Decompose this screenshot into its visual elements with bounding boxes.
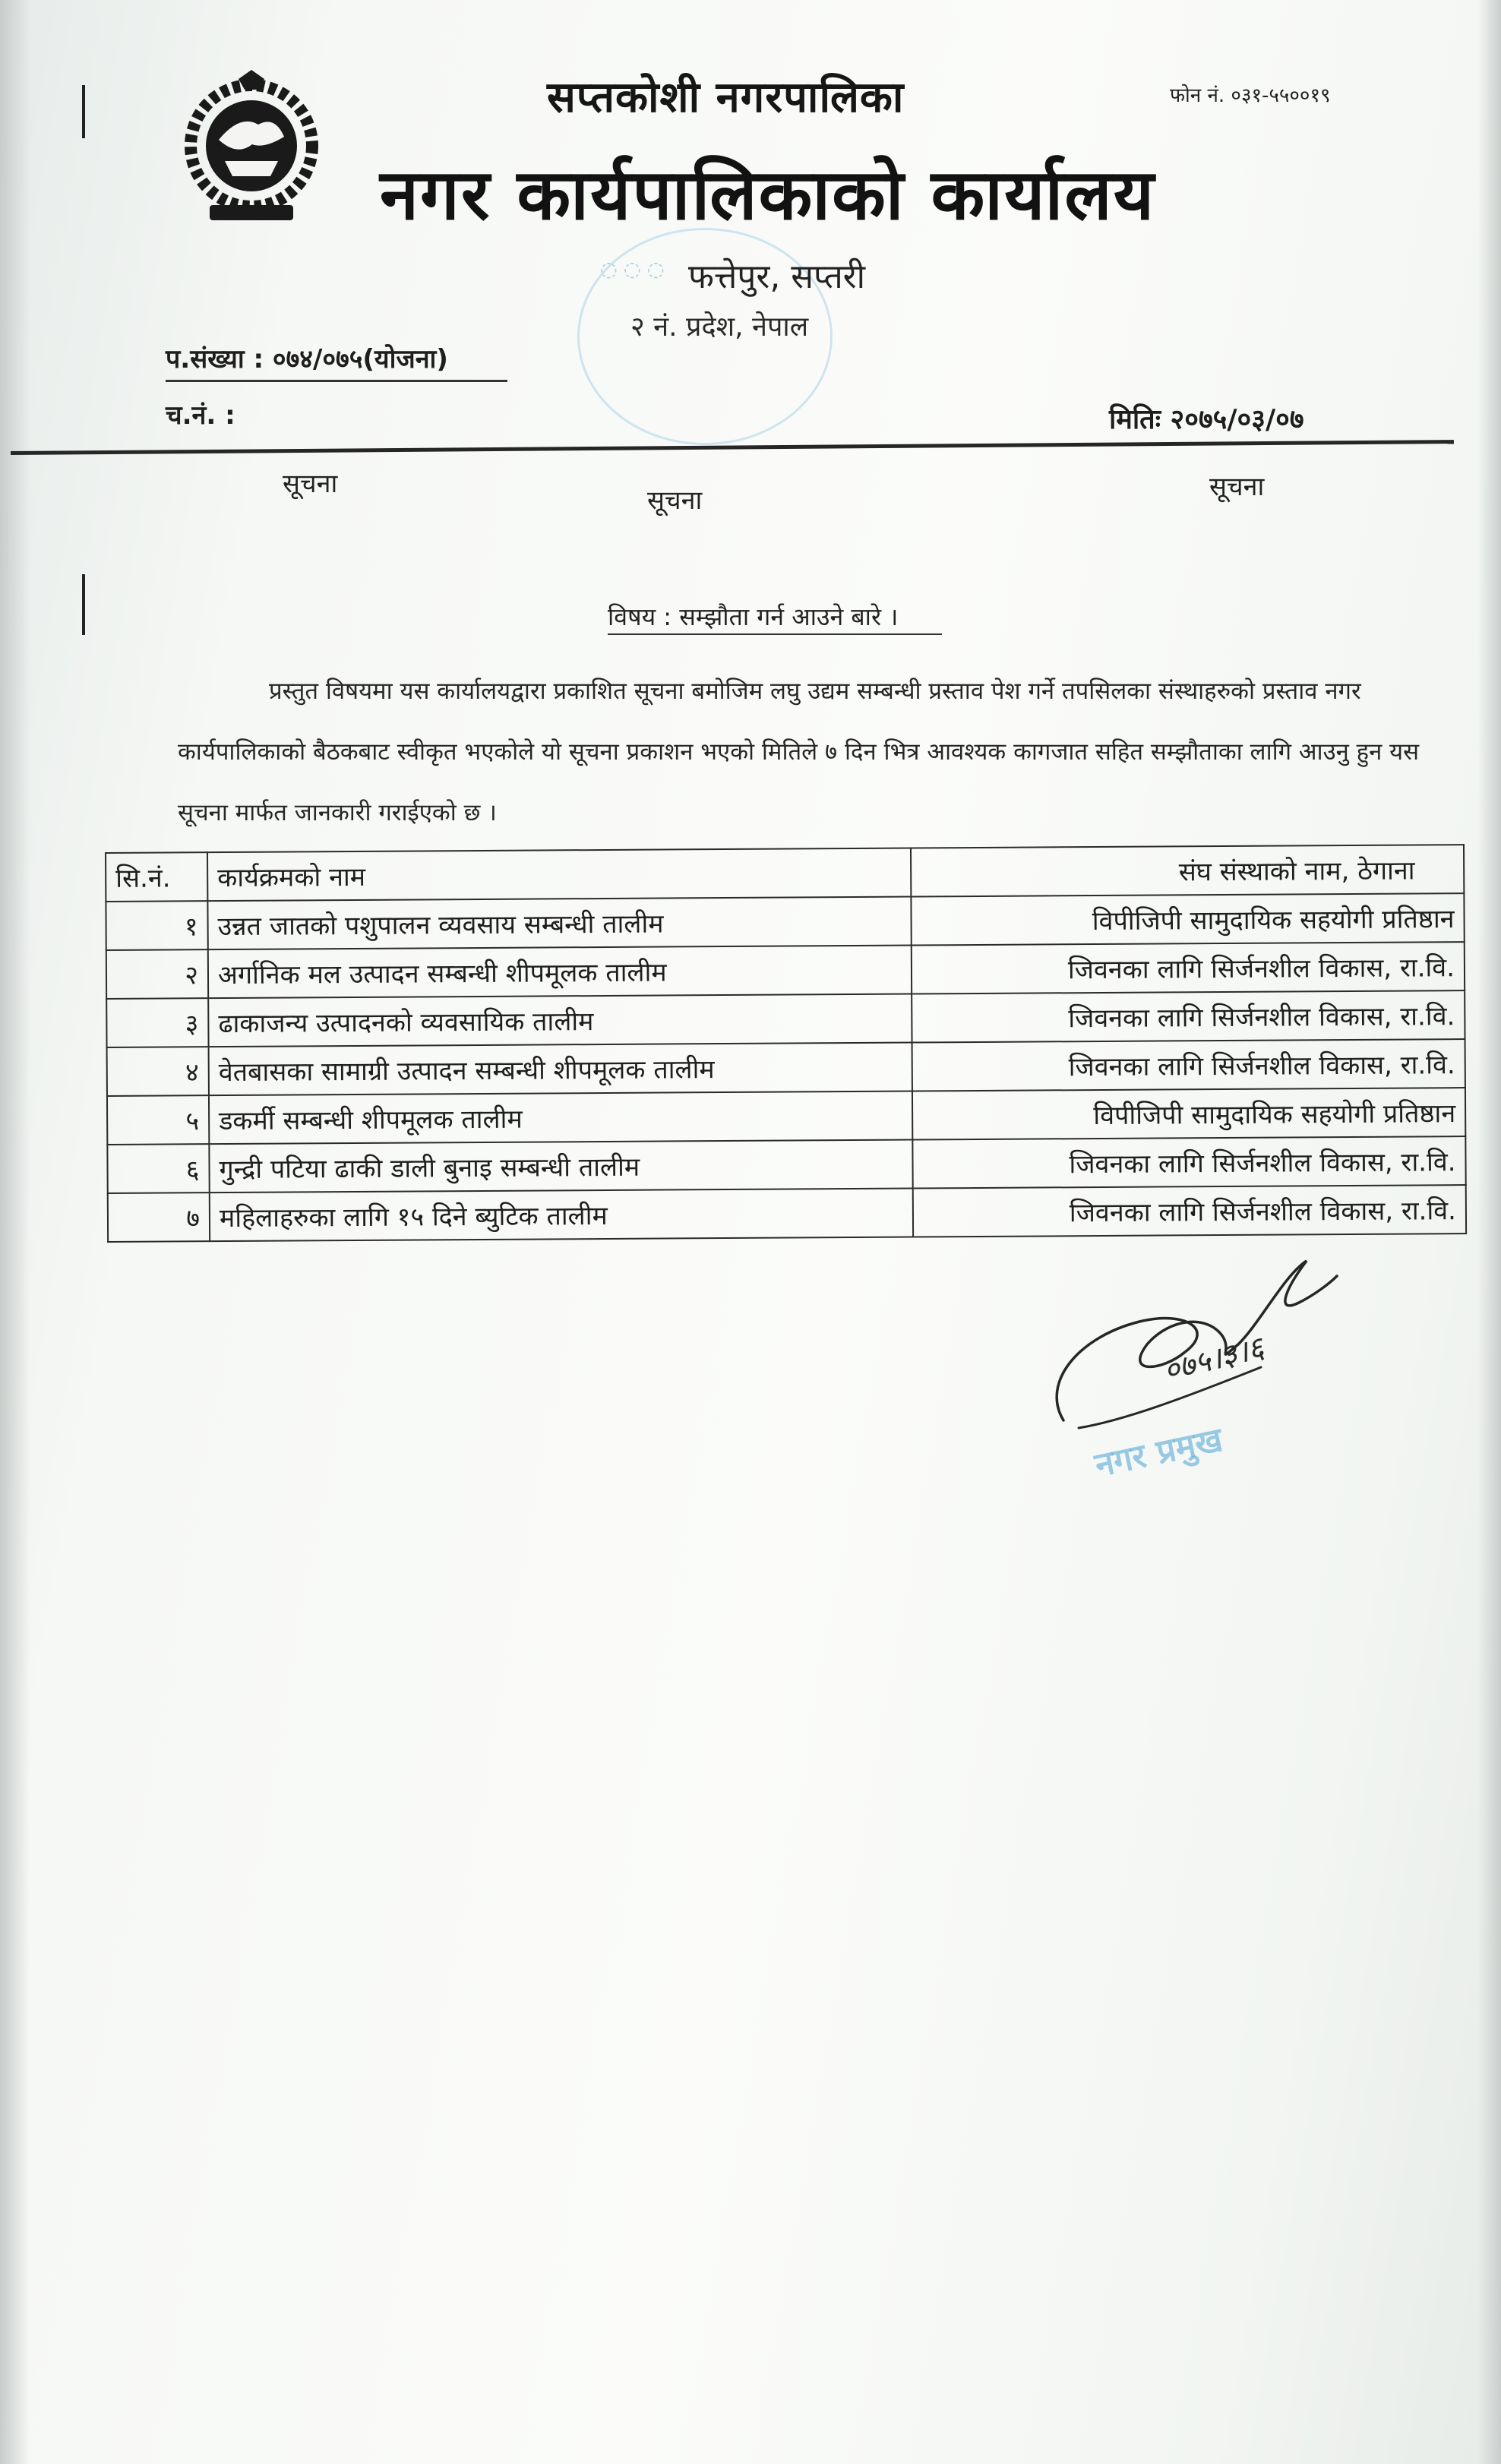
- body-paragraph: [178, 661, 1454, 843]
- row-sn: ७: [108, 1193, 210, 1242]
- municipality-name: सप्तकोशी नगरपालिका: [547, 73, 905, 122]
- letter-number: प.संख्या : ०७४/०७५(योजना): [166, 344, 448, 374]
- margin-mark-bottom: [82, 574, 85, 635]
- letter-date: मितिः २०७५/०३/०७: [1109, 404, 1304, 435]
- notice-label-right: सूचना: [1209, 472, 1265, 502]
- header-program: कार्यक्रमको नाम: [207, 848, 911, 902]
- notice-label-left: सूचना: [283, 469, 338, 499]
- row-program: गुन्द्री पटिया ढाकी डाली बुनाइ सम्बन्धी तालीम: [209, 1140, 912, 1193]
- signature-date: ०७५।३।६: [1160, 1330, 1268, 1389]
- row-organization: जिवनका लागि सिर्जनशील विकास, रा.वि.: [913, 1185, 1466, 1237]
- row-organization: जिवनका लागि सिर्जनशील विकास, रा.वि.: [912, 942, 1465, 993]
- office-province: २ नं. प्रदेश, नेपाल: [630, 311, 809, 343]
- body-text: प्रस्तुत विषयमा यस कार्यालयद्वारा प्रकाशित सूचना बमोजिम लघु उद्यम सम्बन्धी प्रस्ताव पेश गर्ने तपसिलका संस्थाहरुको प्रस्ताव नगर कार्यपालिकाको बैठकबाट स्वीकृत भएकोले यो सूचना प्रकाशन भएको मितिले ७ दिन भित्र आवश्यक कागजात सहित सम्झौताका लागि आउनु हुन यस सूचना मार्फत जानकारी गराईएको छ ।: [178, 678, 1420, 826]
- row-organization: जिवनका लागि सिर्जनशील विकास, रा.वि.: [912, 1039, 1465, 1091]
- row-sn: ४: [107, 1047, 209, 1096]
- row-organization: विपीजिपी सामुदायिक सहयोगी प्रतिष्ठान: [912, 1088, 1465, 1139]
- chalan-number: च.नं. :: [166, 400, 235, 431]
- letter-number-underline: [166, 380, 507, 382]
- row-program: ढाकाजन्य उत्पादनको व्यवसायिक तालीम: [208, 994, 912, 1047]
- row-organization: विपीजिपी सामुदायिक सहयोगी प्रतिष्ठान: [911, 893, 1464, 945]
- row-sn: ५: [107, 1095, 209, 1145]
- table-row: [106, 893, 1464, 950]
- row-sn: २: [106, 949, 208, 999]
- row-sn: १: [106, 901, 207, 950]
- page-left-shadow: [0, 0, 30, 2464]
- office-place: फत्तेपुर, सप्तरी: [688, 257, 866, 296]
- phone-number: फोन नं. ०३१-५५००१९: [1170, 84, 1331, 107]
- nepal-government-emblem-icon: [179, 70, 324, 226]
- table-row: [106, 990, 1465, 1047]
- table-row: [107, 1039, 1465, 1096]
- program-table: [105, 844, 1467, 1243]
- table-header-row: [106, 845, 1464, 902]
- header-organization: संघ संस्थाको नाम, ठेगाना: [911, 845, 1464, 896]
- stamp-text-top: ◌ ◌ ◌: [600, 258, 665, 281]
- office-title: नगर कार्यपालिकाको कार्यालय: [380, 154, 1156, 235]
- table-row: [106, 942, 1465, 999]
- row-program: उन्नत जातको पशुपालन व्यवसाय सम्बन्धी तालीम: [207, 897, 911, 950]
- notice-label-center: सूचना: [647, 485, 703, 516]
- row-organization: जिवनका लागि सिर्जनशील विकास, रा.वि.: [912, 1136, 1465, 1188]
- signature-stamp: नगर प्रमुख: [1092, 1420, 1226, 1486]
- table-row: [107, 1136, 1465, 1193]
- row-program: अर्गानिक मल उत्पादन सम्बन्धी शीपमूलक तालीम: [208, 946, 912, 999]
- row-program: डकर्मी सम्बन्धी शीपमूलक तालीम: [209, 1091, 912, 1145]
- margin-mark-top: [82, 85, 85, 138]
- row-sn: ३: [106, 998, 208, 1047]
- subject-line: विषय : सम्झौता गर्न आउने बारे ।: [608, 602, 899, 631]
- header-sn: सि.नं.: [106, 852, 207, 902]
- table-row: [107, 1088, 1465, 1145]
- row-organization: जिवनका लागि सिर्जनशील विकास, रा.वि.: [912, 990, 1465, 1042]
- row-program: महिलाहरुका लागि १५ दिने ब्युटिक तालीम: [210, 1189, 913, 1242]
- row-program: वेतबासका सामाग्री उत्पादन सम्बन्धी शीपमूलक तालीम: [209, 1043, 912, 1096]
- page-right-edge: [1477, 0, 1501, 2464]
- row-sn: ६: [107, 1144, 209, 1193]
- subject-underline: [608, 633, 942, 635]
